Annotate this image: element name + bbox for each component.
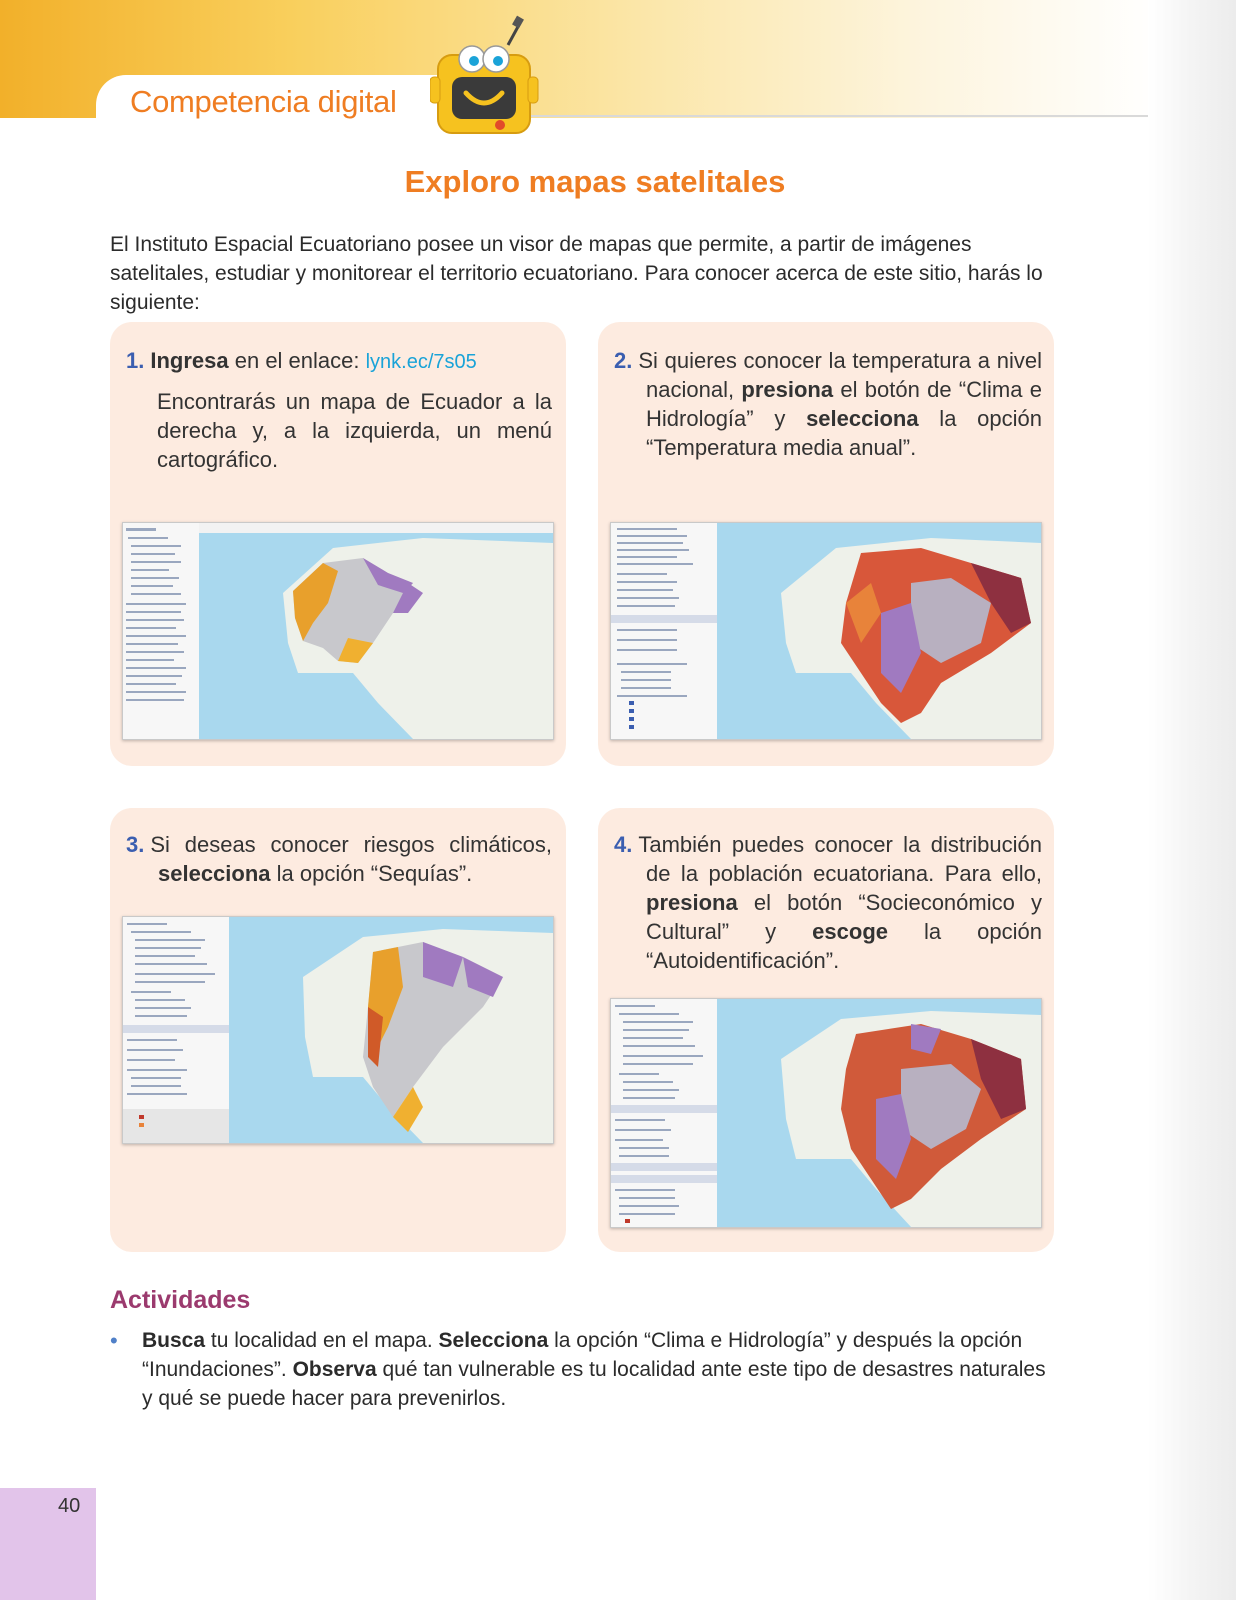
step-1-description: Encontrarás un mapa de Ecuador a la derecha y, a la izquierda, un menú cartográfico. bbox=[157, 389, 552, 472]
section-title: Competencia digital bbox=[130, 84, 397, 119]
bullet-icon: • bbox=[110, 1328, 118, 1353]
activities-item bbox=[110, 1326, 1055, 1413]
page-number-tab bbox=[0, 1488, 96, 1600]
intro-paragraph: El Instituto Espacial Ecuatoriano posee un visor de mapas que permite, a partir de imágenes satelitales, estudiar y monitorear el territorio ecuatoriano. Para conocer acerca de este sitio, harás lo siguiente: bbox=[110, 233, 1043, 314]
step-3-text: 3. Si deseas conocer riesgos climáticos, selecciona la opción “Sequías”. bbox=[126, 832, 552, 886]
map-screenshot-3 bbox=[122, 916, 554, 1144]
step-1-text bbox=[126, 346, 552, 474]
step-number: 1. bbox=[126, 348, 145, 373]
robot-mascot-icon bbox=[430, 15, 540, 145]
step-1-line: 1. Ingresa en el enlace: lynk.ec/7s05 bbox=[126, 348, 477, 373]
page-number: 40 bbox=[58, 1495, 81, 1517]
activities-title: Actividades bbox=[110, 1286, 251, 1314]
map-screenshot-2 bbox=[610, 522, 1042, 740]
map-screenshot-4 bbox=[610, 998, 1042, 1228]
step-2-text: 2. Si quieres conocer la temperatura a nivel nacional, presiona el botón de “Clima e Hidrología” y selecciona la opción “Temperatura media anual”. bbox=[614, 348, 1042, 460]
step-link[interactable]: lynk.ec/7s05 bbox=[365, 351, 477, 373]
step-number: 4. bbox=[614, 832, 633, 857]
page-title: Exploro mapas satelitales bbox=[404, 164, 786, 199]
step-number: 2. bbox=[614, 348, 633, 373]
map-screenshot-1 bbox=[122, 522, 554, 740]
page-edge-shadow bbox=[1148, 0, 1236, 1600]
activities-text: Busca tu localidad en el mapa. Selecciona la opción “Clima e Hidrología” y después la opción “Inundaciones”. Observa qué tan vulnerable es tu localidad ante este tipo de desastres naturales y qué se puede hacer para prevenirlos. bbox=[142, 1329, 1046, 1410]
step-number: 3. bbox=[126, 832, 145, 857]
step-4-text: 4. También puedes conocer la distribución de la población ecuatoriana. Para ello, presiona el botón “Socieconómico y Cultural” y escoge la opción “Autoidentificación”. bbox=[614, 832, 1042, 973]
